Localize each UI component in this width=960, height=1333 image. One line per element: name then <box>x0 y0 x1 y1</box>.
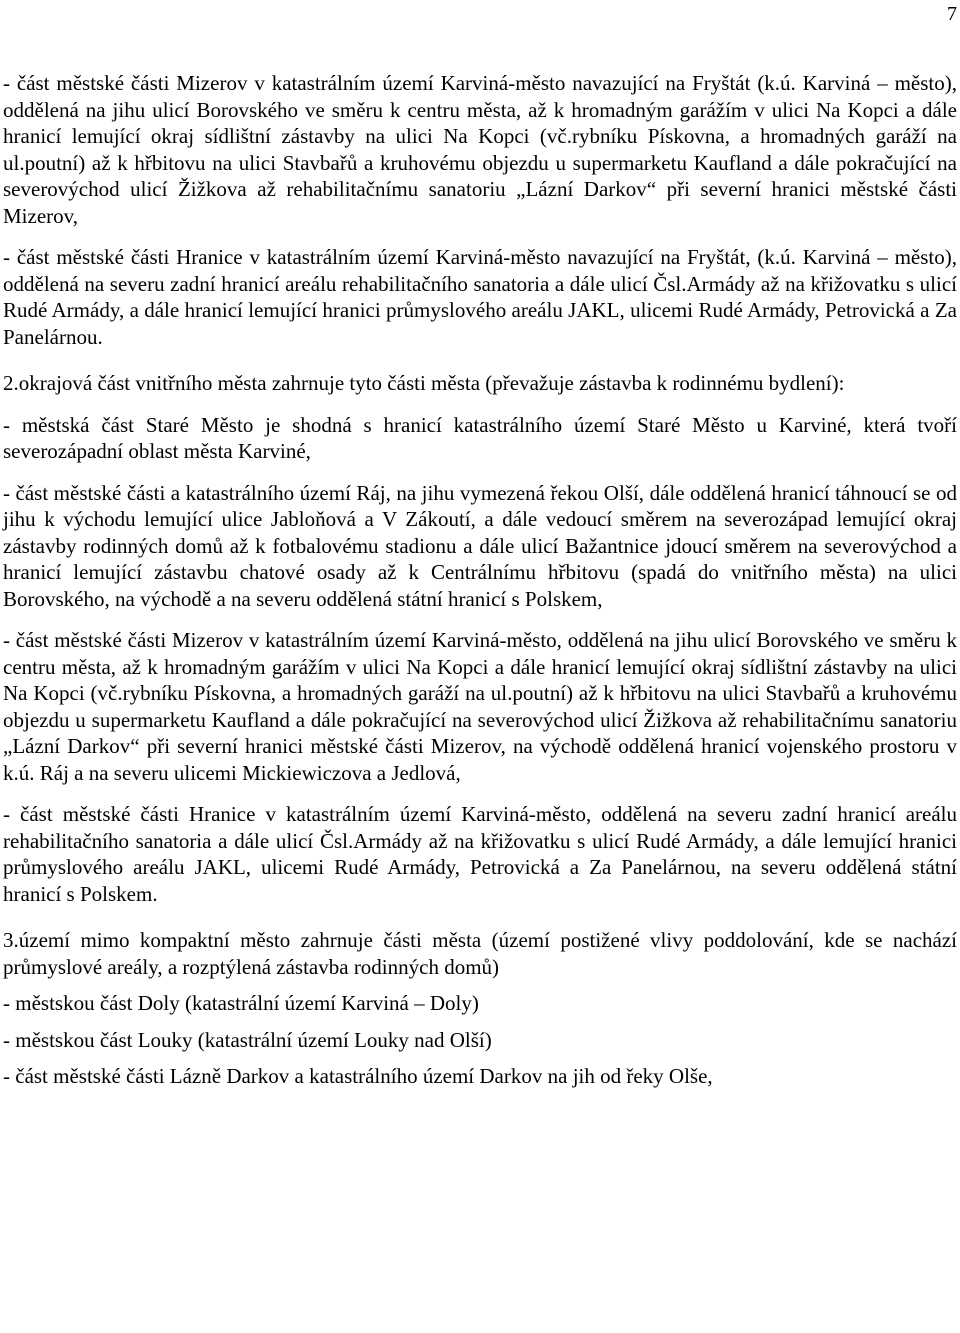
paragraph-doly: - městskou část Doly (katastrální území Karviná – Doly) <box>3 991 479 1015</box>
paragraph-raj: - část městské části a katastrálního území Ráj, na jihu vymezená řekou Olší, dále oddělená hranicí táhnoucí se od jihu k východu lemující ulice Jabloňová a V Zákoutí, a dále vedoucí směrem na severozápad lemující okraj zástavby rodinných domů až k fotbalovému stadionu a dále ulicí Bažantnice jdoucí směrem na severovýchod a hranicí lemující zástavbu chatové osady až k Centrálnímu hřbitovu (spadá do vnitřního města) na ulici Borovského, na východě a na severu oddělená státní hranicí s Polskem, <box>3 480 957 611</box>
paragraph-stare-mesto: - městská část Staré Město je shodná s hranicí katastrálního území Staré Město u Karviné, která tvoří severozápadní oblast města Karviné, <box>3 412 957 463</box>
paragraph-hranice: - část městské části Hranice v katastrálním území Karviná-město, oddělená na severu zadní hranicí areálu rehabilitačního sanatoria a dále ulicí Čsl.Armády až na křižovatku s ulicí Rudé Armády, a dále lemující hranici průmyslového areálu JAKL, ulicemi Rudé Armády, Petrovická a Za Panelárnou, na severu oddělená státní hranicí s Polskem. <box>3 802 957 906</box>
page-number: 7 <box>947 3 957 25</box>
paragraph-section-2-heading: 2.okrajová část vnitřního města zahrnuje tyto části města (převažuje zástavba k rodinnému bydlení): <box>3 371 845 395</box>
paragraph-lazne-darkov: - část městské části Lázně Darkov a katastrálního území Darkov na jih od řeky Olše, <box>3 1064 713 1088</box>
paragraph-louky: - městskou část Louky (katastrální území Louky nad Olší) <box>3 1027 492 1052</box>
paragraph-mizerov: - část městské části Mizerov v katastrálním území Karviná-město, oddělená na jihu ulicí Borovského ve směru k centru města, až k hromadným garážím v ulici Na Kopci a dále hranicí lemující okraj sídlištní zástavby na ulici Na Kopci (vč.rybníku Pískovna, a hromadných garáží na ul.poutní) až k hřbitovu na ulici Stavbařů a kruhovému objezdu u supermarketu Kaufland a dále pokračující na severovýchod ulicí Žižkova až rehabilitačnímu sanatoriu „Lázní Darkov“ při severní hranici městské části Mizerov, na východě oddělená hranicí vojenského prostoru v k.ú. Ráj a na severu ulicemi Mickiewiczova a Jedlová, <box>3 628 957 785</box>
paragraph-section-3-heading: 3.území mimo kompaktní město zahrnuje části města (území postižené vlivy poddolování, kde se nachází průmyslové areály, a rozptýlená zástavba rodinných domů) <box>3 928 957 979</box>
paragraph-hranice-fryštát: - část městské části Hranice v katastrálním území Karviná-město navazující na Fryštát, (k.ú. Karviná – město), oddělená na severu zadní hranicí areálu rehabilitačního sanatoria a dále ulicí Čsl.Armády až na křižovatku s ulicí Rudé Armády, a dále hranicí lemující hranici průmyslového areálu JAKL, ulicemi Rudé Armády, Petrovická a Za Panelárnou. <box>3 245 957 349</box>
document-body <box>3 70 957 1100</box>
paragraph-mizerov-fryštát: - část městské části Mizerov v katastrálním území Karviná-město navazující na Fryštát (k.ú. Karviná – město), oddělená na jihu ulicí Borovského ve směru k centru města, až k hromadným garážím v ulici Na Kopci a dále hranicí lemující okraj sídlištní zástavby na ulici Na Kopci (vč.rybníku Pískovna, a hromadných garáží na ul.poutní) až k hřbitovu na ulici Stavbařů a kruhovému objezdu u supermarketu Kaufland a dále pokračující na severovýchod ulicí Žižkova až rehabilitačnímu sanatoriu „Lázní Darkov“ při severní hranici městské části Mizerov, <box>3 71 957 228</box>
